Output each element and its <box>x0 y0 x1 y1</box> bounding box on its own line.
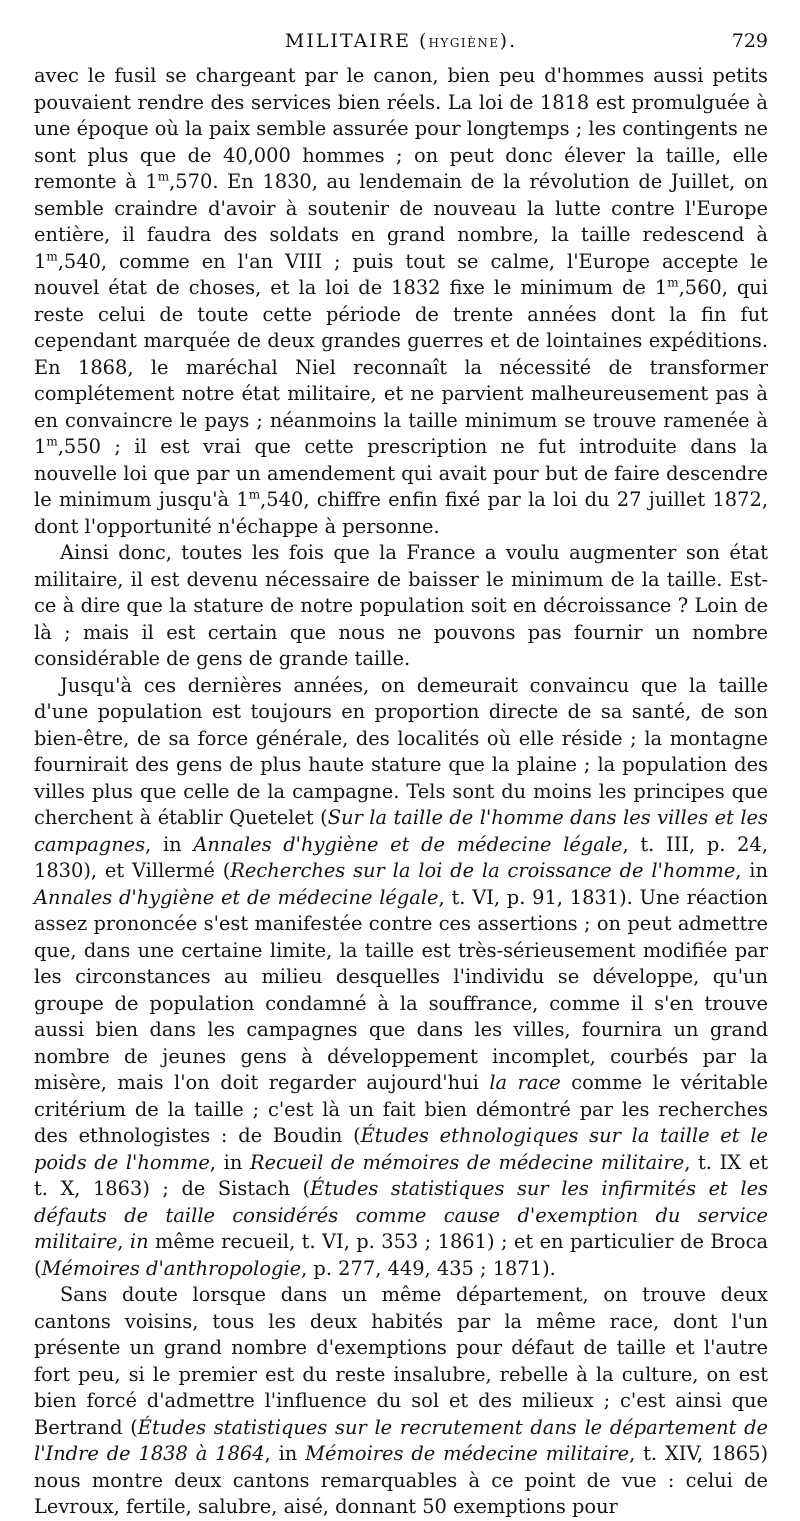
italic-citation: Études statistiques sur les infirmités et les défauts de taille considérés comme cause d'exemption du service militaire <box>34 1177 768 1253</box>
text-run: , in <box>209 1150 250 1174</box>
text-run: ,550 ; il est vrai que cette prescription ne fut introduite dans la nouvelle loi que par un amendement qui avait pour but de faire descendre le minimum jusqu'à 1 <box>34 435 768 511</box>
text-run: ,570. En 1830, au lendemain de la révolution de Juillet, on semble craindre d'avoir à soutenir de nouveau la lutte contre l'Europe entière, il faudra des soldats en grand nombre, la taille redescend à 1 <box>34 170 768 273</box>
text-run: Sans doute lorsque dans un même département, on trouve deux cantons voisins, tous les deux habités par la même race, dont l'un présente un grand nombre d'exemptions pour défaut de taille et l'autre fort peu, si le premier est du reste insalubre, rebelle à la culture, on est bien forcé d'admettre l'influence du sol et des milieux ; c'est ainsi que Bertrand ( <box>34 1283 768 1439</box>
page-body <box>34 63 768 1521</box>
unit-superscript: m <box>157 169 170 184</box>
unit-superscript: m <box>248 487 261 502</box>
running-title-open-paren: ( <box>410 30 429 52</box>
text-run: , t. III, p. 24, 1830), et Villermé ( <box>34 832 768 882</box>
running-title-subtitle: HYGIÈNE <box>428 36 500 50</box>
page-header <box>34 0 768 50</box>
italic-citation: in <box>129 1230 149 1253</box>
text-run: Jusqu'à ces dernières années, on demeurait convaincu que la taille d'une population est toujours en proportion directe de sa santé, de son bien-être, de sa force générale, des localités où elle réside ; la montagne fournirait des gens de plus haute stature que la plaine ; la population des villes plus que celle de la campagne. Tels sont du moins les principes que cherchent à établir Quetelet ( <box>34 673 768 829</box>
text-run: ,540, comme en l'an VIII ; puis tout se calme, l'Europe accepte le nouvel état de choses, et la loi de 1832 fixe le minimum de 1 <box>34 249 768 299</box>
text-run: , p. 277, 449, 435 ; 1871). <box>301 1256 556 1280</box>
italic-citation: Études statistiques sur le recrutement dans le département de l'Indre de 1838 à 1864 <box>34 1415 768 1465</box>
text-run: même recueil, t. VI, p. 353 ; 1861) ; et en particulier de Broca ( <box>34 1230 768 1280</box>
running-title-main: MILITAIRE <box>284 30 411 52</box>
text-run: , in <box>145 832 194 856</box>
paragraph-3 <box>34 673 768 1283</box>
running-title <box>34 30 768 52</box>
paragraph-4 <box>34 1282 768 1521</box>
page-number: 729 <box>731 30 768 52</box>
text-run: ,540, chiffre enfin fixé par la loi du 27 juillet 1872, dont l'opportunité n'échappe à personne. <box>34 488 768 538</box>
italic-citation: Recherches sur la loi de la croissance de l'homme <box>230 859 736 882</box>
italic-citation: Sur la taille de l'homme dans les villes et les campagnes <box>34 806 768 856</box>
unit-superscript: m <box>667 275 679 290</box>
text-run: , t. XIV, 1865) nous montre deux cantons remarquables à ce point de vue : celui de Levroux, fertile, salubre, aisé, donnant 50 exemptions pour <box>34 1442 769 1518</box>
italic-citation: Annales d'hygiène et de médecine légale <box>193 832 623 856</box>
paragraph-1 <box>34 63 768 540</box>
book-page <box>34 0 769 1518</box>
italic-citation: Mémoires d'anthropologie <box>41 1256 302 1280</box>
text-run: , <box>117 1230 130 1253</box>
running-title-close-paren: ). <box>499 30 518 52</box>
unit-superscript: m <box>46 434 58 449</box>
text-run: Ainsi donc, toutes les fois que la France a voulu augmenter son état militaire, il est devenu nécessaire de baisser le minimum de la taille. Est-ce à dire que la stature de notre population soit en décroissance ? Loin de là ; mais il est certain que nous ne pouvons pas fournir un nombre considérable de gens de grande taille. <box>34 541 768 670</box>
text-run: comme le véritable critérium de la taille ; c'est là un fait bien démontré par les recherches des ethnologistes : de Boudin ( <box>34 1071 769 1147</box>
italic-citation: Annales d'hygiène et de médecine légale <box>34 885 439 909</box>
italic-citation: Recueil de mémoires de médecine militaire <box>249 1150 685 1174</box>
text-run: avec le fusil se chargeant par le canon, bien peu d'hommes aussi petits pouvaient rendre des services bien réels. La loi de 1818 est promulguée à une époque où la paix semble assurée pour longtemps ; les contingents ne sont plus que de 40,000 hommes ; on peut donc élever la taille, elle remonte à 1 <box>34 64 768 193</box>
italic-citation: la race <box>489 1071 561 1094</box>
text-run: , t. IX et t. X, 1863) ; de Sistach ( <box>34 1150 769 1200</box>
unit-superscript: m <box>46 249 58 264</box>
text-run: , in <box>264 1442 306 1465</box>
italic-citation: Mémoires de médecine militaire <box>305 1442 630 1465</box>
text-run: ,560, qui reste celui de toute cette période de trente années dont la fin fut cependant marquée de deux grandes guerres et de lointaines expéditions. En 1868, le maréchal Niel reconnaît la nécessité de transformer complétement notre état militaire, et ne parvient malheureusement pas à en convaincre le pays ; néanmoins la taille minimum se trouve ramenée à 1 <box>34 276 768 458</box>
paragraph-2 <box>34 540 768 673</box>
italic-citation: Études ethnologiques sur la taille et le poids de l'homme <box>34 1124 768 1174</box>
text-run: , t. VI, p. 91, 1831). Une réaction assez prononcée s'est manifestée contre ces assertions ; on peut admettre que, dans une certaine limite, la taille est très-sérieusement modifiée par les circonstances au milieu desquelles l'individu se développe, qu'un groupe de population condamné à la souffrance, comme il s'en trouve aussi bien dans les campagnes que dans les villes, fournira un grand nombre de jeunes gens à développement incomplet, courbés par la misère, mais l'on doit regarder aujourd'hui <box>34 885 768 1094</box>
text-run: , in <box>735 859 768 882</box>
